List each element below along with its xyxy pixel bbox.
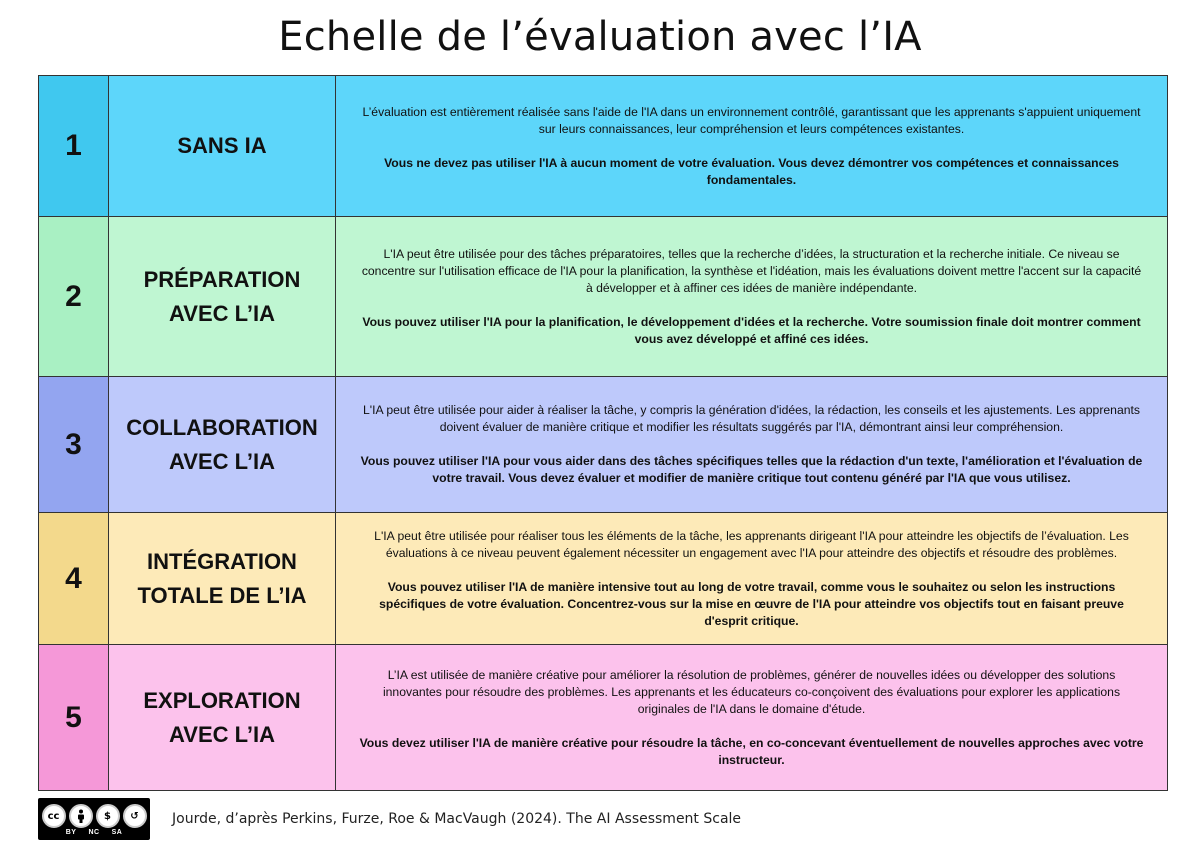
assessment-scale-table	[38, 75, 1168, 791]
level-name	[109, 513, 336, 644]
credit-text: Jourde, d’après Perkins, Furze, Roe & MacVaugh (2024). The AI Assessment Scale	[172, 811, 742, 827]
level-row-2	[39, 217, 1167, 377]
level-description-cell	[336, 513, 1167, 644]
level-number: 2	[39, 217, 109, 376]
cc-icon: cc	[42, 804, 66, 828]
level-name-line: AVEC L’IA	[169, 448, 275, 474]
level-row-1	[39, 76, 1167, 217]
level-requirement: Vous ne devez pas utiliser l'IA à aucun moment de votre évaluation. Vous devez démontrer vos compétences et connaissances fondamentales.	[384, 155, 1119, 187]
level-name-line: EXPLORATION	[143, 687, 301, 713]
cc-license-badge	[38, 798, 150, 840]
level-name	[109, 76, 336, 216]
level-row-4	[39, 513, 1167, 645]
footer	[38, 798, 741, 840]
level-description: L'IA peut être utilisée pour des tâches préparatoires, telles que la recherche d’idées, la structuration et la recherche initiale. Ce niveau se concentre sur l'utilisation efficace de l'IA pour la planification, la synthèse et l'idéation, mais les évaluations doivent mettre l'accent sur la capacité à développer et à affiner ces idées de manière indépendante.	[361, 246, 1142, 295]
level-name-line: COLLABORATION	[126, 414, 318, 440]
level-row-5	[39, 645, 1167, 790]
level-name-line: INTÉGRATION	[147, 548, 297, 574]
level-description: L’évaluation est entièrement réalisée sans l'aide de l'IA dans un environnement contrôlé, garantissant que les apprenants s'appuient uniquement sur leurs connaissances, leur compréhension et leurs compétences existantes.	[362, 104, 1141, 136]
level-number: 1	[39, 76, 109, 216]
page-title: Echelle de l’évaluation avec l’IA	[278, 14, 922, 60]
level-description-cell	[336, 377, 1167, 512]
level-requirement: Vous pouvez utiliser l'IA pour vous aider dans des tâches spécifiques telles que la rédaction d'un texte, l'amélioration et l'évaluation de votre travail. Vous devez évaluer et modifier de manière critique tout contenu généré par l'IA que vous utilisez.	[360, 454, 1143, 485]
level-name-line: PRÉPARATION	[143, 266, 301, 292]
level-description-cell	[336, 217, 1167, 376]
level-row-3	[39, 377, 1167, 513]
level-name-line: TOTALE DE L’IA	[137, 582, 307, 608]
level-name-line: SANS IA	[177, 133, 267, 158]
level-description-cell	[336, 645, 1167, 790]
sharealike-icon: ↺	[123, 804, 147, 828]
level-name-line: AVEC L’IA	[169, 721, 275, 747]
level-requirement: Vous pouvez utiliser l'IA pour la planification, le développement d'idées et la recherche. Votre soumission finale doit montrer comment vous avez développé et affiné ces idées.	[362, 314, 1141, 346]
level-description: L'IA peut être utilisée pour réaliser tous les éléments de la tâche, les apprenants dirigeant l'IA pour atteindre les objectifs de l’évaluation. Les évaluations à ce niveau peuvent également nécessiter un engagement avec l'IA pour atteindre des objectifs et résoudre des problèmes.	[374, 528, 1129, 560]
noncommercial-icon: $	[96, 804, 120, 828]
attribution-icon	[69, 804, 93, 828]
level-number: 4	[39, 513, 109, 644]
level-name-line: AVEC L’IA	[169, 300, 275, 326]
level-description: L'IA peut être utilisée pour aider à réaliser la tâche, y compris la génération d'idées, la rédaction, les conseils et les ajustements. Les apprenants doivent évaluer de manière critique et modifier les résultats suggérés par l'IA, démontrant ainsi leur compréhension.	[363, 403, 1140, 434]
level-requirement: Vous devez utiliser l'IA de manière créative pour résoudre la tâche, en co-concevant éventuellement de nouvelles approches avec votre instructeur.	[359, 735, 1144, 767]
cc-label: BY	[65, 829, 77, 836]
level-name	[109, 645, 336, 790]
level-description: L’IA est utilisée de manière créative pour améliorer la résolution de problèmes, générer de nouvelles idées ou développer des solutions innovantes pour résoudre des problèmes. Les apprenants et les éducateurs co-conçoivent des évaluations pour explorer les applications originales de l'IA dans le domaine d'étude.	[382, 667, 1121, 716]
cc-label: NC	[88, 829, 100, 836]
level-number: 3	[39, 377, 109, 512]
level-requirement: Vous pouvez utiliser l'IA de manière intensive tout au long de votre travail, comme vous le souhaitez ou selon les instructions spécifiques de votre évaluation. Concentrez-vous sur la mise en œuvre de l'IA pour atteindre vos objectifs tout en faisant preuve d'esprit critique.	[379, 579, 1124, 628]
level-name	[109, 377, 336, 512]
cc-label: SA	[111, 829, 123, 836]
level-name	[109, 217, 336, 376]
level-description-cell	[336, 76, 1167, 216]
level-number: 5	[39, 645, 109, 790]
